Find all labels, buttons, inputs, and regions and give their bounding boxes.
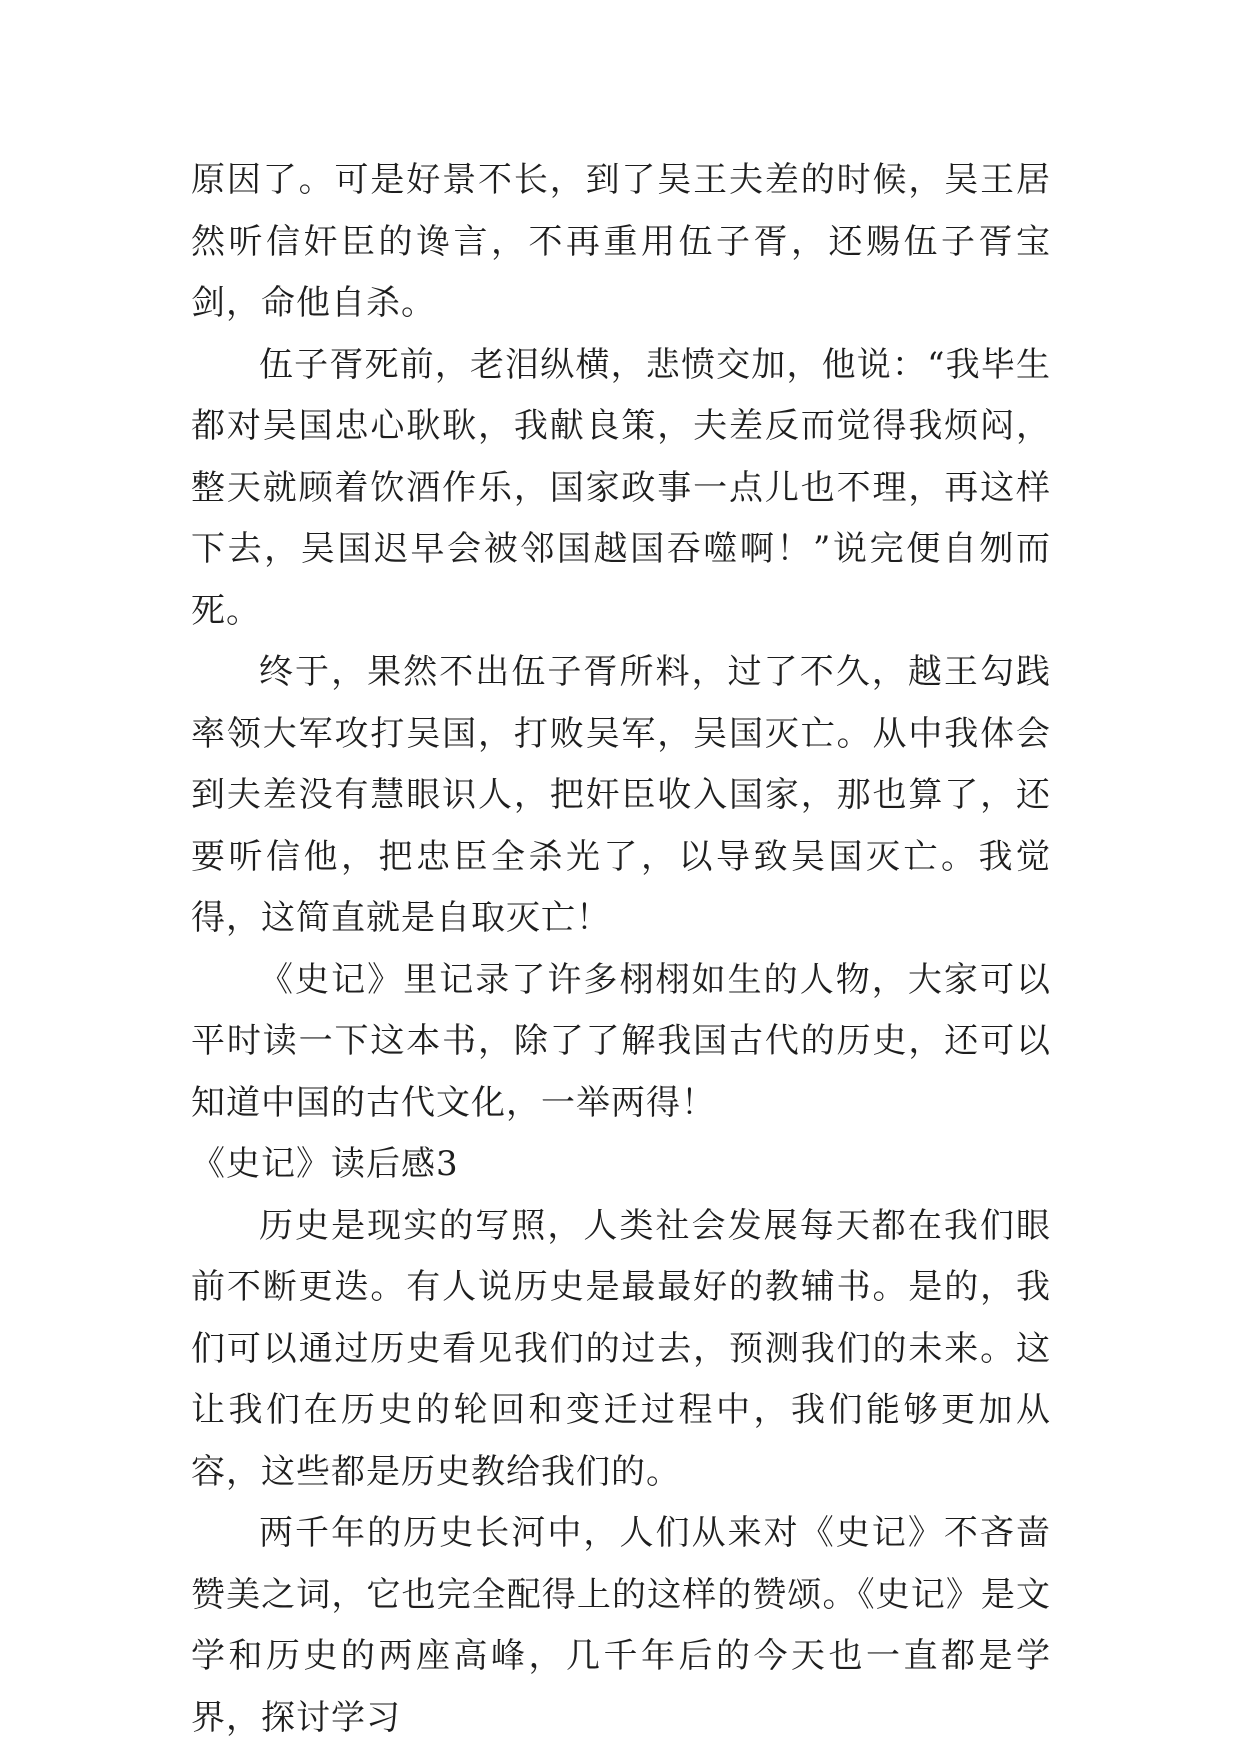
paragraph-continuation: 原因了。可是好景不长，到了吴王夫差的时候，吴王居然听信奸臣的谗言，不再重用伍子胥，还赐伍子胥宝剑，命他自杀。 (191, 160, 1051, 323)
document-page (191, 150, 1051, 1749)
paragraph-recommendation: 《史记》里记录了许多栩栩如生的人物，大家可以平时读一下这本书，除了了解我国古代的历史，还可以知道中国的古代文化，一举两得！ (191, 959, 1051, 1123)
paragraph-shiji-praise: 两千年的历史长河中，人们从来对《史记》不吝啬赞美之词，它也完全配得上的这样的赞颂。《史记》是文学和历史的两座高峰，几千年后的今天也一直都是学界，探讨学习 (191, 1513, 1051, 1738)
paragraph-wu-fall: 终于，果然不出伍子胥所料，过了不久，越王勾践率领大军攻打吴国，打败吴军，吴国灭亡。从中我体会到夫差没有慧眼识人，把奸臣收入国家，那也算了，还要听信他，把忠臣全杀光了，以导致吴国灭亡。我觉得，这简直就是自取灭亡！ (191, 652, 1051, 938)
paragraph-history-mirror: 历史是现实的写照，人类社会发展每天都在我们眼前不断更迭。有人说历史是最最好的教辅书。是的，我们可以通过历史看见我们的过去，预测我们的未来。这让我们在历史的轮回和变迁过程中，我们能够更加从容，这些都是历史教给我们的。 (191, 1205, 1051, 1492)
section-title: 《史记》读后感3 (191, 1144, 459, 1184)
paragraph-wu-zixu-death: 伍子胥死前，老泪纵横，悲愤交加，他说：“我毕生都对吴国忠心耿耿，我献良策，夫差反而觉得我烦闷，整天就顾着饮酒作乐，国家政事一点儿也不理，再这样下去，吴国迟早会被邻国越国吞噬啊！”说完便自刎而死。 (191, 344, 1051, 631)
